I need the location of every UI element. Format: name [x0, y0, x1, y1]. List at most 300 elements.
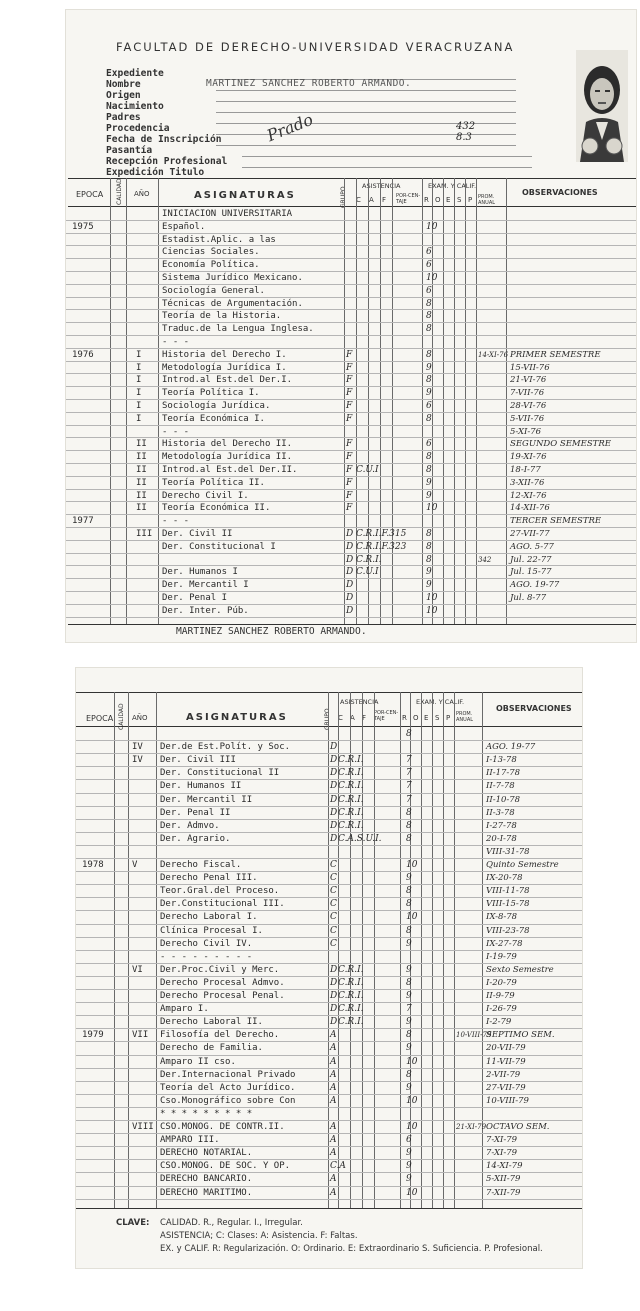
field-label: Expediente	[106, 68, 164, 79]
col-grupo: GRUPO	[340, 186, 347, 208]
observation-cell: SEPTIMO SEM.	[486, 1030, 555, 1041]
group-cell: F	[346, 439, 353, 450]
field-label: Origen	[106, 90, 141, 101]
exam-prom: PROM. ANUAL	[456, 711, 474, 723]
group-cell: A	[330, 1187, 337, 1198]
field-rule	[216, 145, 516, 146]
field-rule	[216, 101, 516, 102]
asis-porcentaje: POR-CEN-TAJE	[396, 193, 421, 205]
group-cell: A	[330, 1174, 337, 1185]
observation-cell: VIII-15-78	[486, 899, 530, 910]
col-grupo: GRUPO	[324, 708, 331, 730]
exam-o: O	[413, 714, 419, 722]
exam-o: O	[435, 196, 441, 204]
institution-title: FACULTAD DE DERECHO-UNIVERSIDAD VERACRUZANA	[116, 40, 515, 54]
grade-cell: 8	[406, 729, 412, 739]
grade-cell: 8	[426, 413, 432, 424]
table-row	[76, 898, 582, 911]
observation-cell: Jul. 15-77	[510, 567, 552, 578]
observation-cell: Jul. 22-77	[510, 554, 552, 565]
grade-cell: 6	[426, 260, 432, 271]
attendance-cell: C.R.I.	[338, 820, 364, 831]
group-cell: F	[346, 388, 353, 399]
subject-cell: Amparo I.	[160, 1004, 209, 1015]
observation-cell: 19-XI-76	[510, 452, 547, 463]
asis-c: C	[338, 714, 343, 722]
table-row	[76, 1095, 582, 1108]
subject-cell: Derecho Procesal Admvo.	[160, 977, 285, 988]
table-row	[76, 1082, 582, 1095]
subject-cell: Der.Proc.Civil y Merc.	[160, 964, 280, 975]
row-rule	[76, 1199, 582, 1200]
field-label: Nombre	[106, 79, 141, 90]
attendance-cell: C.R.I.	[338, 1004, 364, 1015]
grade-cell: 8	[426, 298, 432, 309]
clave-label: CLAVE:	[116, 1218, 150, 1228]
subject-cell: INICIACION UNIVERSITARIA	[162, 209, 293, 219]
observation-cell: 5-XI-76	[510, 426, 542, 437]
year-cell: V	[132, 860, 138, 870]
group-cell: C	[330, 873, 337, 884]
asis-a: A	[369, 196, 374, 204]
subject-cell: Metodología Jurídica I.	[162, 362, 287, 373]
subject-cell: Traduc.de la Lengua Inglesa.	[162, 324, 314, 335]
group-cell: F	[346, 349, 353, 360]
grade-cell: 8	[426, 349, 432, 360]
observation-cell: Quinto Semestre	[486, 860, 559, 870]
exam-r: R	[424, 196, 429, 204]
observation-cell: II-10-78	[486, 794, 521, 805]
exam-r: R	[402, 714, 407, 722]
field-label: Expedición Titulo	[106, 167, 205, 178]
table-row	[76, 1134, 582, 1147]
subject-cell: * * * * * * * * *	[160, 1108, 253, 1119]
group-cell: F	[346, 465, 353, 475]
observation-cell: 20-VII-79	[486, 1043, 526, 1054]
observation-cell: I-20-79	[486, 977, 517, 988]
year-cell: II	[136, 465, 147, 475]
table-row	[76, 925, 582, 938]
group-cell: F	[346, 401, 353, 411]
subject-cell: Der. Penal II	[160, 807, 231, 818]
table-row	[76, 951, 582, 964]
attendance-cell: C.R.I.	[338, 755, 364, 766]
observation-cell: SEGUNDO SEMESTRE	[510, 439, 611, 450]
subject-cell: Der. Civil II	[162, 529, 233, 539]
subject-cell: Der. Mercantil I	[162, 580, 249, 591]
subject-cell: Der. Mercantil II	[160, 794, 253, 805]
observation-cell: 5-XII-79	[486, 1174, 521, 1185]
group-cell: C	[330, 899, 337, 910]
group-cell: C.A	[330, 1161, 346, 1172]
subject-cell: Introd.al Est.del Der.I.	[162, 375, 293, 386]
group-cell: A	[330, 1122, 337, 1132]
table-row	[76, 780, 582, 793]
table-row	[76, 1029, 582, 1042]
grade-cell: 9	[406, 991, 412, 1001]
observation-cell: 2-VII-79	[486, 1069, 521, 1080]
group-cell: D	[330, 1017, 338, 1028]
subject-cell: DERECHO NOTARIAL.	[160, 1148, 253, 1159]
col-calidad: CALIDAD	[116, 178, 123, 205]
col-asignaturas: ASIGNATURAS	[186, 712, 288, 723]
subject-cell: Derecho de Familia.	[160, 1043, 263, 1054]
group-cell: C	[330, 886, 337, 897]
year-cell: IV	[132, 755, 143, 766]
subject-cell: Ciencias Sociales.	[162, 247, 260, 258]
group-cell: D	[330, 742, 338, 753]
observation-cell: 7-XI-79	[486, 1148, 518, 1159]
table-row	[76, 1016, 582, 1029]
subject-cell: Teor.Gral.del Proceso.	[160, 886, 280, 897]
transcript-page-1	[66, 10, 636, 642]
observation-cell: 12-XI-76	[510, 490, 547, 501]
year-cell: I	[136, 349, 142, 360]
subject-cell: Der. Constitucional II	[160, 768, 280, 779]
table-row	[76, 1042, 582, 1055]
asis-a: A	[350, 714, 355, 722]
grade-cell: 6	[406, 1135, 412, 1146]
subject-cell: Técnicas de Argumentación.	[162, 298, 303, 309]
field-value: MARTINEZ SANCHEZ ROBERTO ARMANDO.	[206, 78, 412, 89]
subject-cell: Der. Agrario.	[160, 833, 231, 844]
year-cell: III	[136, 529, 153, 539]
grade-cell: 7	[406, 768, 412, 779]
grade-cell: 9	[406, 873, 412, 884]
clave-line-3: EX. y CALIF. R: Regularización. O: Ordinario. E: Extraordinario S. Suficiencia. P. Profesional.	[160, 1244, 543, 1254]
observation-cell: 11-VII-79	[486, 1056, 526, 1067]
group-cell: D	[330, 781, 338, 792]
attendance-cell: C.R.I.	[338, 807, 364, 818]
subject-cell: Der. Penal I	[162, 593, 228, 603]
group-cell: C	[330, 925, 337, 936]
group-cell: D	[346, 580, 354, 591]
group-cell: D	[330, 794, 338, 805]
group-cell: C	[330, 912, 337, 923]
field-value: 8.3	[456, 132, 472, 143]
subject-cell: Der. Humanos II	[160, 781, 242, 792]
observation-cell: VIII-23-78	[486, 925, 530, 936]
grade-cell: 10	[406, 1056, 418, 1067]
group-cell: A	[330, 1095, 337, 1106]
subject-cell: Derecho Procesal Penal.	[160, 991, 285, 1001]
table-row	[76, 794, 582, 807]
table-row	[76, 885, 582, 898]
subject-cell: Der.Internacional Privado	[160, 1069, 296, 1080]
observation-cell: 7-XI-79	[486, 1135, 518, 1146]
observation-cell: 7-XII-79	[486, 1187, 521, 1198]
subject-cell: Teoría Política I.	[162, 388, 260, 399]
subject-cell: - - -	[162, 516, 190, 527]
subject-cell: Derecho Penal III.	[160, 873, 258, 884]
group-cell: A	[330, 1069, 337, 1080]
grade-cell: 8	[426, 452, 432, 463]
table-row	[76, 990, 582, 1003]
attendance-cell: C.R.I.F.323	[356, 541, 407, 552]
grade-cell: 8	[406, 833, 412, 844]
grade-cell: 9	[426, 490, 432, 501]
col-exam: EXAM. Y CALIF.	[416, 698, 465, 706]
subject-cell: Derecho Laboral II.	[160, 1017, 263, 1028]
subject-cell: - - -	[162, 426, 190, 437]
observation-cell: 20-I-78	[486, 833, 517, 844]
grade-cell: 8	[406, 977, 412, 988]
observation-cell: II-9-79	[486, 991, 515, 1001]
table-row	[76, 1173, 582, 1186]
year-cell: I	[136, 388, 142, 399]
footer-name: MARTINEZ SANCHEZ ROBERTO ARMANDO.	[176, 626, 367, 637]
exam-s: S	[435, 714, 440, 722]
table-row	[76, 1056, 582, 1069]
observation-cell: IX-20-78	[486, 873, 523, 884]
year-cell: II	[136, 490, 147, 501]
subject-cell: Sistema Jurídico Mexicano.	[162, 273, 303, 283]
subject-cell: DERECHO BANCARIO.	[160, 1174, 253, 1185]
subject-cell: Teoría Política II.	[162, 477, 265, 488]
grade-cell: 7	[406, 781, 412, 792]
table-row	[76, 938, 582, 951]
observation-cell: 3-XII-76	[510, 477, 545, 488]
subject-cell: - - - - - - - - -	[160, 951, 253, 962]
clave-line-2: ASISTENCIA; C: Clases: A: Asistencia. F: Faltas.	[160, 1231, 358, 1241]
field-label: Procedencia	[106, 123, 170, 134]
subject-cell: Der. Civil III	[160, 755, 236, 766]
subject-cell: AMPARO III.	[160, 1135, 220, 1146]
grade-cell: 10	[426, 605, 438, 616]
grade-cell: 8	[406, 820, 412, 831]
subject-cell: Teoría de la Historia.	[162, 311, 282, 322]
grade-cell: 9	[406, 1161, 412, 1172]
group-cell: D	[346, 529, 354, 539]
table-row	[76, 846, 582, 859]
group-cell: D	[330, 991, 338, 1001]
observation-cell: 15-VII-76	[510, 362, 550, 373]
year-cell: II	[136, 503, 147, 514]
year-cell: VIII	[132, 1122, 154, 1132]
group-cell: D	[330, 820, 338, 831]
col-epoca: EPOCA	[86, 714, 114, 723]
table-row	[76, 728, 582, 741]
col-ano: AÑO	[132, 714, 148, 722]
year-cell: IV	[132, 742, 143, 753]
table-row	[76, 872, 582, 885]
subject-cell: Der. Admvo.	[160, 820, 220, 831]
field-rule	[242, 156, 532, 157]
grade-cell: 10	[426, 593, 438, 603]
grade-cell: 6	[426, 401, 432, 411]
group-cell: F	[346, 413, 353, 424]
col-epoca: EPOCA	[76, 190, 104, 199]
subject-cell: Cso.Monográfico sobre Con	[160, 1095, 296, 1106]
grade-cell: 10	[426, 221, 438, 232]
subject-cell: Sociología Jurídica.	[162, 401, 271, 411]
observation-cell: I-27-78	[486, 820, 517, 831]
grade-cell: 10	[406, 1095, 418, 1106]
group-cell: D	[330, 964, 338, 975]
attendance-cell: C.U.I	[356, 465, 379, 475]
grade-cell: 6	[426, 285, 432, 296]
observation-cell: 7-VII-76	[510, 388, 545, 399]
subject-cell: Derecho Civil IV.	[160, 938, 253, 949]
field-label: Nacimiento	[106, 101, 164, 112]
observation-cell: II-17-78	[486, 768, 521, 779]
table-row	[76, 1160, 582, 1173]
group-cell: F	[346, 452, 353, 463]
attendance-cell: C.R.I.	[356, 554, 382, 565]
epoca-cell: 1979	[82, 1030, 104, 1041]
exam-e: E	[424, 714, 429, 722]
attendance-cell: C.A.S.U.I.	[338, 833, 382, 844]
subject-cell: Español.	[162, 221, 206, 232]
observation-cell: 27-VII-79	[486, 1082, 526, 1093]
observation-cell: Sexto Semestre	[486, 964, 554, 975]
asis-porcentaje: POR-CEN-TAJE	[374, 710, 399, 722]
table-row	[76, 977, 582, 990]
exam-prom: PROM. ANUAL	[478, 194, 496, 206]
group-cell: D	[330, 1004, 338, 1015]
subject-cell: Der. Inter. Púb.	[162, 605, 249, 616]
exam-p: P	[446, 714, 451, 722]
group-cell: A	[330, 1043, 337, 1054]
group-cell: D	[330, 768, 338, 779]
group-cell: A	[330, 1135, 337, 1146]
grade-cell: 8	[406, 807, 412, 818]
subject-cell: Clínica Procesal I.	[160, 925, 263, 936]
exam-s: S	[457, 196, 462, 204]
group-cell: D	[346, 554, 354, 565]
table-row	[76, 1147, 582, 1160]
student-photo	[576, 50, 628, 162]
observation-cell: VIII-31-78	[486, 846, 530, 857]
subject-cell: Der. Humanos I	[162, 567, 238, 578]
year-cell: VI	[132, 964, 143, 975]
attendance-cell: C.U.I	[356, 567, 379, 578]
grade-cell: 8	[406, 1030, 412, 1041]
group-cell: A	[330, 1082, 337, 1093]
group-cell: D	[346, 567, 354, 578]
grade-cell: 9	[406, 938, 412, 949]
clave-line-1: CALIDAD. R., Regular. I., Irregular.	[160, 1218, 303, 1228]
group-cell: D	[330, 755, 338, 766]
grade-cell: 7	[406, 755, 412, 766]
table-row	[76, 820, 582, 833]
grade-cell: 10	[406, 860, 418, 870]
observation-cell: OCTAVO SEM.	[486, 1122, 550, 1132]
grade-cell: 10	[406, 1187, 418, 1198]
attendance-cell: C.R.I.	[338, 977, 364, 988]
subject-cell: Estadist.Aplic. a las	[162, 234, 276, 245]
subject-cell: Historia del Derecho II.	[162, 439, 293, 450]
grade-cell: 10	[426, 503, 438, 514]
grade-cell: 9	[406, 1017, 412, 1028]
grade-cell: 8	[426, 529, 432, 539]
year-cell: II	[136, 439, 147, 450]
attendance-cell: C.R.I.F.315	[356, 529, 407, 539]
asis-f: F	[382, 196, 387, 204]
year-cell: I	[136, 362, 142, 373]
observation-cell: I-26-79	[486, 1004, 517, 1015]
group-cell: C	[330, 938, 337, 949]
subject-cell: - - -	[162, 337, 190, 347]
observation-cell: TERCER SEMESTRE	[510, 516, 602, 527]
subject-cell: Introd.al Est.del Der.II.	[162, 465, 298, 475]
observation-cell: I-19-79	[486, 951, 517, 962]
subject-cell: Economía Política.	[162, 260, 260, 271]
prom-cell: 21-XI-79	[456, 1123, 487, 1131]
grade-cell: 9	[406, 1043, 412, 1054]
col-asistencia: ASISTENCIA	[340, 698, 379, 706]
exam-e: E	[446, 196, 451, 204]
observation-cell: 21-VI-76	[510, 375, 547, 386]
field-value: 432	[456, 121, 476, 132]
table-row	[76, 911, 582, 924]
grade-cell: 9	[406, 1174, 412, 1185]
grade-cell: 8	[406, 925, 412, 936]
handwritten-signature: Prado	[264, 109, 316, 146]
group-cell: D	[346, 541, 354, 552]
grade-cell: 8	[426, 541, 432, 552]
observation-cell: I-13-78	[486, 755, 517, 766]
table-row	[76, 1187, 582, 1200]
exam-p: P	[468, 196, 473, 204]
observation-cell: 28-VI-76	[510, 401, 547, 411]
group-cell: F	[346, 503, 353, 514]
year-cell: II	[136, 477, 147, 488]
field-label: Recepción Profesional	[106, 156, 228, 167]
field-rule	[242, 167, 532, 168]
observation-cell: Jul. 8-77	[510, 593, 547, 603]
subject-cell: CSO.MONOG. DE SOC. Y OP.	[160, 1161, 291, 1172]
grade-cell: 10	[426, 273, 438, 283]
subject-cell: Derecho Civil I.	[162, 490, 249, 501]
year-cell: I	[136, 375, 142, 386]
field-label: Fecha de Inscripción	[106, 134, 222, 145]
grade-cell: 8	[426, 324, 432, 335]
observation-cell: 14-XI-79	[486, 1161, 523, 1172]
group-cell: C	[330, 860, 337, 870]
table-row	[76, 1108, 582, 1121]
observation-cell: AGO. 5-77	[510, 541, 554, 552]
grade-cell: 7	[406, 794, 412, 805]
attendance-cell: C.R.I.	[338, 991, 364, 1001]
attendance-cell: C.R.I.	[338, 794, 364, 805]
col-observaciones: OBSERVACIONES	[496, 704, 572, 713]
prom-cell: 342	[478, 555, 492, 564]
table-row	[76, 833, 582, 846]
observation-cell: 10-VIII-79	[486, 1095, 529, 1106]
subject-cell: Derecho Laboral I.	[160, 912, 258, 923]
year-cell: VII	[132, 1030, 149, 1041]
col-asistencia: ASISTENCIA	[362, 182, 401, 190]
observation-cell: II-3-78	[486, 807, 515, 818]
field-label: Pasantía	[106, 145, 153, 156]
subject-cell: DERECHO MARITIMO.	[160, 1187, 253, 1198]
observation-cell: AGO. 19-77	[486, 742, 536, 753]
subject-cell: CSO.MONOG. DE CONTR.II.	[160, 1122, 285, 1132]
grade-cell: 8	[406, 886, 412, 897]
asis-f: F	[362, 714, 367, 722]
subject-cell: Teoría Económica I.	[162, 413, 265, 424]
grade-cell: 8	[406, 899, 412, 910]
transcript-page-2	[76, 668, 582, 1268]
attendance-cell: C.R.I.	[338, 1017, 364, 1028]
grade-cell: 6	[426, 247, 432, 258]
grade-cell: 10	[406, 1122, 418, 1132]
row-rule	[66, 617, 636, 618]
table-row	[76, 1121, 582, 1134]
year-cell: I	[136, 413, 142, 424]
col-ano: AÑO	[134, 190, 150, 198]
